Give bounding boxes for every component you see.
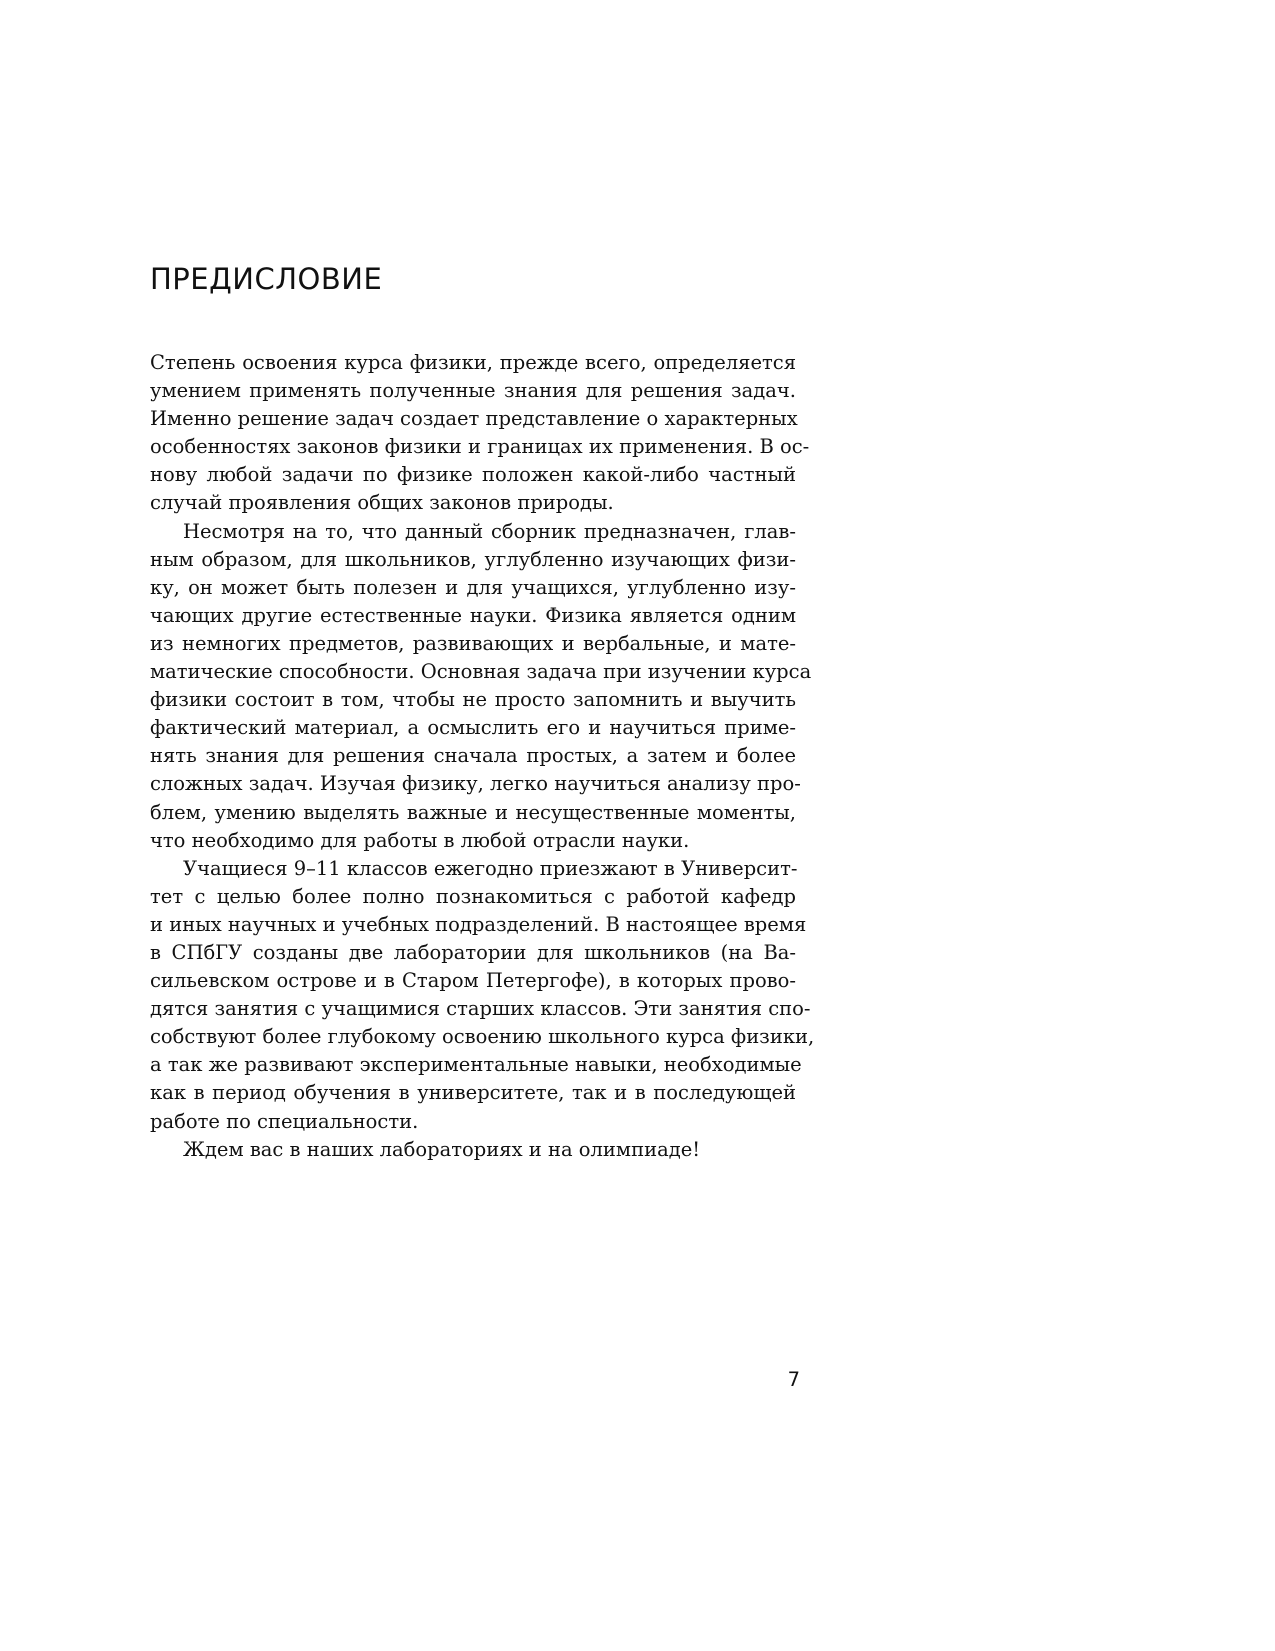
text-line: тет с целью более полно познакомиться с работой кафедр	[150, 884, 796, 908]
text-line: Именно решение задач создает представление о характерных	[150, 407, 798, 431]
text-line: нову любой задачи по физике положен какой-либо частный	[150, 463, 796, 487]
text-line: собствуют более глубокому освоению школьного курса физики,	[150, 1025, 815, 1049]
text-line: ным образом, для школьников, углубленно изучающих физи-	[150, 547, 796, 571]
text-line: чающих другие естественные науки. Физика является одним	[150, 603, 796, 627]
text-line: особенностях законов физики и границах их применения. В ос-	[150, 435, 810, 459]
text-line: случай проявления общих законов природы.	[150, 491, 614, 515]
text-line: сложных задач. Изучая физику, легко научиться анализу про-	[150, 772, 801, 796]
text-line: Степень освоения курса физики, прежде всего, определяется	[150, 351, 796, 374]
text-line: Учащиеся 9–11 классов ежегодно приезжают в Университ-	[183, 856, 798, 880]
text-line: в СПбГУ созданы две лаборатории для школьников (на Ва-	[150, 940, 796, 964]
text-line: и иных научных и учебных подразделений. В настоящее время	[150, 912, 807, 936]
text-line: из немногих предметов, развивающих и вербальные, и мате-	[150, 631, 796, 655]
text-line: Ждем вас в наших лабораториях и на олимпиаде!	[183, 1137, 701, 1161]
text-line: блем, умению выделять важные и несущественные моменты,	[150, 800, 796, 824]
text-line: дятся занятия с учащимися старших классов. Эти занятия спо-	[150, 997, 811, 1021]
text-line: умением применять полученные знания для решения задач.	[150, 379, 796, 403]
text-line: а так же развивают экспериментальные навыки, необходимые	[150, 1053, 802, 1077]
paragraph-2	[150, 518, 812, 855]
text-line: нять знания для решения сначала простых, а затем и более	[150, 744, 796, 768]
paragraph-1	[150, 349, 810, 518]
text-line: что необходимо для работы в любой отрасли науки.	[150, 828, 690, 852]
text-line: физики состоит в том, чтобы не просто запомнить и выучить	[150, 688, 796, 712]
paragraph-4	[150, 1136, 796, 1164]
text-line: ку, он может быть полезен и для учащихся, углубленно изу-	[150, 575, 796, 599]
paragraph-3	[150, 855, 815, 1136]
page-number: 7	[787, 1368, 800, 1391]
text-line: как в период обучения в университете, так и в последующей	[150, 1081, 796, 1105]
page-title: ПРЕДИСЛОВИЕ	[150, 262, 383, 296]
text-line: работе по специальности.	[150, 1109, 419, 1133]
body-text	[150, 349, 815, 1164]
text-line: Несмотря на то, что данный сборник предназначен, глав-	[183, 519, 796, 543]
text-line: матические способности. Основная задача при изучении курса	[150, 660, 812, 684]
text-line: сильевском острове и в Старом Петергофе), в которых прово-	[150, 969, 796, 993]
text-line: фактический материал, а осмыслить его и научиться приме-	[150, 716, 796, 740]
